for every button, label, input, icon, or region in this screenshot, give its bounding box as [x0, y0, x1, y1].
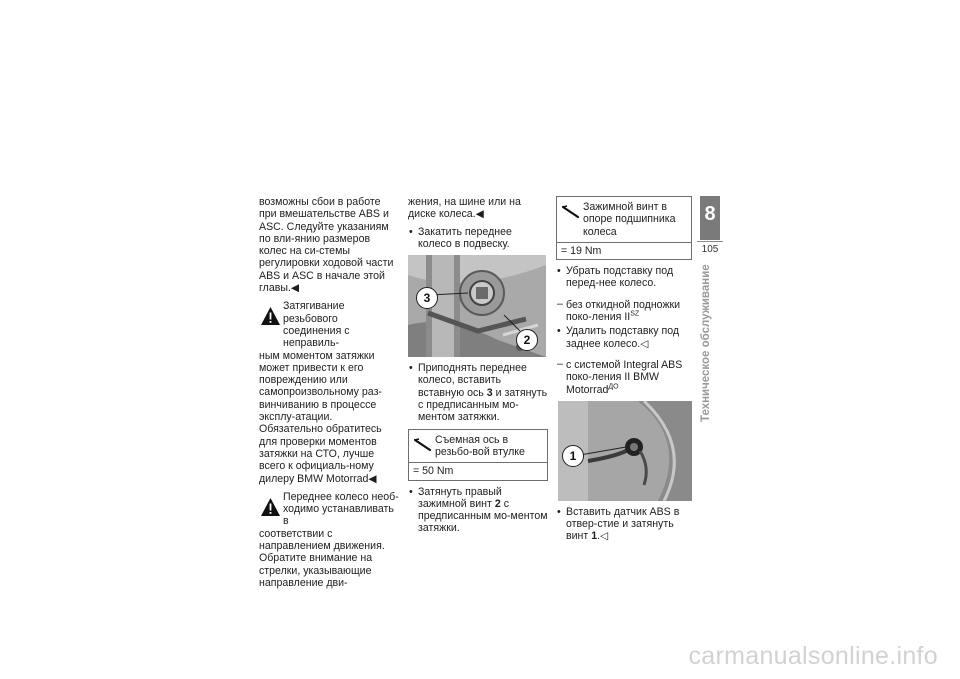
list-item-text: Закатить переднее колесо в подвеску.	[418, 225, 512, 250]
warning-note	[259, 491, 399, 552]
condition-text: без откидной подножки поко-ления II	[566, 298, 681, 324]
bullet: •	[557, 265, 561, 278]
torque-spec-box	[556, 196, 692, 260]
front-wheel-axle-photo	[408, 255, 546, 357]
bullet: •	[557, 505, 561, 518]
text-column-2	[408, 196, 548, 535]
warning-triangle-icon	[260, 497, 281, 517]
torque-spec-title: Съемная ось в резьбо-вой втулке	[435, 433, 525, 458]
dash: –	[557, 297, 563, 310]
equals-sign: =	[561, 244, 568, 257]
torque-spec-value: 50 Nm	[422, 465, 454, 478]
wrench-icon	[562, 205, 580, 219]
torque-spec-title: Зажимной винт в опоре подшипника колеса	[583, 201, 676, 238]
condition-item	[556, 359, 692, 396]
chapter-title-vertical: Техническое обслуживание	[700, 264, 712, 422]
list-item	[408, 486, 548, 535]
condition-text: с системой Integral ABS поко-ления II BMW Motorrad	[566, 358, 683, 396]
callout-2: 2	[516, 329, 538, 351]
option-code: ДО	[608, 383, 619, 391]
torque-spec-header	[409, 430, 547, 463]
list-item-text: Затянуть правый зажимной винт	[418, 485, 502, 510]
bullet: •	[409, 225, 413, 238]
callout-1: 1	[562, 445, 584, 467]
option-code: SZ	[630, 310, 640, 318]
reference-number: 1	[591, 530, 598, 543]
bullet: •	[557, 325, 561, 338]
bullet: •	[409, 362, 413, 375]
watermark: carmanualsonline.info	[688, 642, 938, 670]
condition-item	[556, 299, 692, 324]
warning-text-rest: ным моментом затяжки может привести к его повреждению или самопроизвольному раз-винчиванию в процессе эксплу-атации.	[259, 349, 382, 424]
reference-number: 3	[486, 386, 493, 399]
paragraph: возможны сбои в работе при вмешательстве ABS и ASC. Следуйте указаниям по вли-янию размеров колес на си-стемы регулировки ходовой части ABS и ASC в начале этой главы.◀	[259, 196, 394, 295]
torque-spec-value: 19 Nm	[570, 244, 602, 257]
reference-number: 2	[494, 497, 501, 510]
list-item	[556, 506, 692, 543]
list-item	[408, 362, 548, 423]
warning-text-start: Затягивание резьбового соединения с неправиль-	[283, 300, 350, 350]
torque-spec-value-row	[409, 462, 547, 479]
page-number: 105	[701, 244, 719, 255]
bullet: •	[409, 485, 413, 498]
list-item-text: с предписанным мо-ментом затяжки.	[418, 497, 548, 535]
torque-spec-box	[408, 429, 548, 481]
warning-triangle-icon	[260, 306, 281, 326]
list-item-text: Вставить датчик ABS в отвер-стие и затянуть винт	[566, 505, 680, 543]
dash: –	[557, 357, 563, 370]
paragraph: Обязательно обратитесь для проверки моментов затяжки на СТО, лучше всего к официаль-ному дилеру BMW Motorrad◀	[259, 423, 382, 485]
callout-3: 3	[416, 287, 438, 309]
paragraph: Обратите внимание на стрелки, указывающие направление дви-	[259, 552, 373, 589]
list-item-text: и затянуть с предписанным мо-ментом затяжки.	[418, 386, 548, 424]
list-item	[556, 265, 692, 290]
text-column-1	[259, 196, 399, 589]
torque-spec-value-row	[557, 242, 691, 259]
warning-text-start: Переднее колесо необ-ходимо устанавливать в	[283, 490, 399, 528]
equals-sign: =	[413, 465, 420, 478]
list-item	[408, 226, 548, 251]
list-item-text: .◁	[597, 530, 609, 543]
paragraph: жения, на шине или на диске колеса.◀	[408, 196, 521, 221]
text-column-3	[556, 196, 692, 543]
warning-note	[259, 300, 399, 423]
chapter-tab: 8	[700, 196, 720, 240]
page-number-rule	[697, 241, 723, 242]
list-item-text: Удалить подставку под заднее колесо.◁	[566, 325, 680, 350]
abs-sensor-photo	[558, 401, 692, 501]
list-item-text: Убрать подставку под перед-нее колесо.	[566, 265, 674, 290]
torque-spec-header	[557, 197, 691, 242]
list-item-text: Приподнять переднее колесо, вставить вставную ось	[418, 362, 527, 399]
warning-text-rest: соответствии с направлением движения.	[259, 527, 385, 553]
list-item	[556, 325, 692, 350]
wrench-icon	[414, 438, 432, 452]
